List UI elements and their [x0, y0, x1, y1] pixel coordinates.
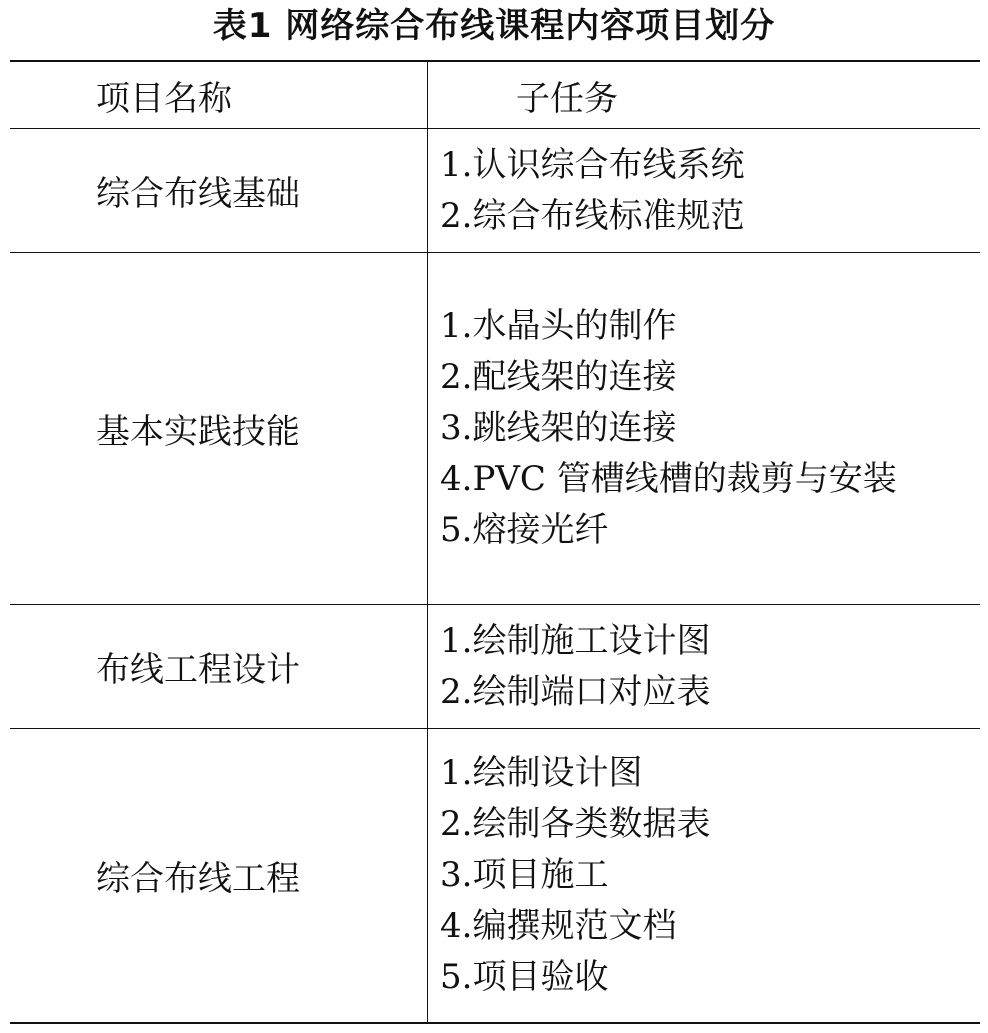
header-project-name: 项目名称: [10, 62, 428, 128]
course-project-table: [10, 60, 980, 1024]
table-row: [10, 253, 980, 605]
subtask-item: 3.项目施工: [440, 855, 609, 895]
project-name-cell: 布线工程设计: [10, 605, 428, 728]
header-subtasks: 子任务: [516, 78, 618, 119]
subtask-list: [428, 129, 980, 252]
project-name-cell: 综合布线基础: [10, 129, 428, 252]
subtask-item: 2.配线架的连接: [440, 357, 677, 397]
subtask-item: 2.绘制端口对应表: [440, 671, 711, 712]
subtask-list: [428, 253, 980, 604]
subtask-item: 1.水晶头的制作: [440, 306, 677, 346]
subtask-item: 2.综合布线标准规范: [440, 195, 745, 236]
subtask-item: 5.熔接光纤: [440, 510, 609, 550]
table-row: [10, 729, 980, 1022]
table-row: [10, 605, 980, 729]
subtask-item: 1.绘制施工设计图: [440, 620, 711, 661]
subtask-item: 4.编撰规范文档: [440, 906, 677, 946]
table-row: [10, 129, 980, 253]
subtask-item: 1.认识综合布线系统: [440, 144, 745, 185]
subtask-item: 3.跳线架的连接: [440, 408, 677, 448]
table-caption: 表1 网络综合布线课程内容项目划分: [212, 6, 776, 46]
project-name-cell: 综合布线工程: [10, 729, 428, 1022]
project-name-cell: 基本实践技能: [10, 253, 428, 604]
subtask-item: 4.PVC 管槽线槽的裁剪与安装: [440, 459, 897, 499]
subtask-item: 1.绘制设计图: [440, 753, 643, 793]
table-header-row: [10, 62, 980, 129]
subtask-item: 5.项目验收: [440, 957, 609, 997]
subtask-list: [428, 729, 980, 1022]
subtask-list: [428, 605, 980, 728]
subtask-item: 2.绘制各类数据表: [440, 804, 711, 844]
